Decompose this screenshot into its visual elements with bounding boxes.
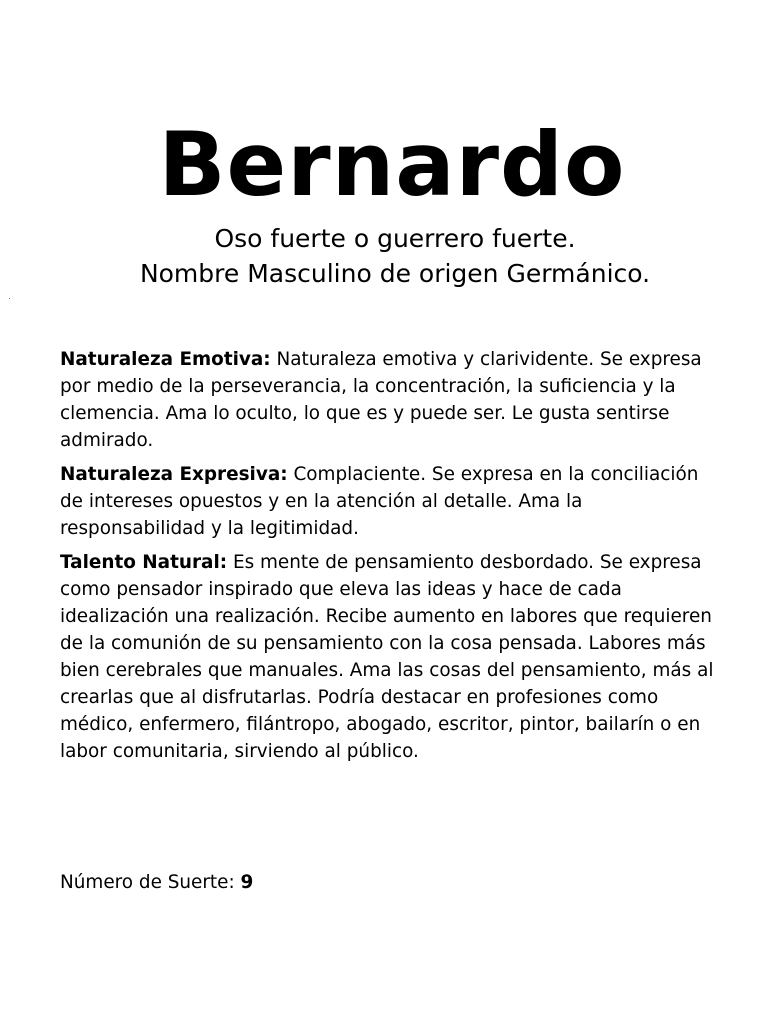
section-label: Talento Natural:: [60, 552, 228, 573]
section-text: Complaciente. Se expresa en la conciliación de intereses opuestos y en la atención al detalle. Ama la responsabilidad y la legitimidad.: [60, 464, 699, 539]
section-emotive: [60, 346, 715, 454]
lucky-number-label: Número de Suerte:: [60, 872, 241, 893]
origin-text: Nombre Masculino de origen Germánico.: [139, 259, 651, 288]
lucky-number-value: 9: [240, 872, 254, 893]
name-title: Bernardo: [158, 113, 626, 216]
section-talent: [60, 549, 715, 765]
stray-dot: [9, 298, 10, 299]
section-text: Es mente de pensamiento desbordado. Se expresa como pensador inspirado que eleva las ideas y hace de cada idealización una realización. Recibe aumento en labores que requieren de la comunión de su pensamiento con la cosa pensada. Labores más bien cerebrales que manuales. Ama las cosas del pensamiento, más al crearlas que al disfrutarlas. Podría destacar en profesiones como médico, enfermero, filántropo, abogado, escritor, pintor, bailarín o en labor comunitaria, sirviendo al público.: [60, 552, 714, 762]
description-body: [60, 346, 715, 772]
subtitle: [0, 221, 768, 291]
section-expressive: [60, 461, 715, 542]
lucky-number: [60, 869, 253, 896]
section-label: Naturaleza Expresiva:: [60, 464, 288, 485]
meaning-text: Oso fuerte o guerrero fuerte.: [214, 224, 576, 253]
section-text: Naturaleza emotiva y clarividente. Se expresa por medio de la perseverancia, la concentración, la suficiencia y la clemencia. Ama lo oculto, lo que es y puede ser. Le gusta sentirse admirado.: [60, 349, 702, 451]
section-label: Naturaleza Emotiva:: [60, 349, 271, 370]
